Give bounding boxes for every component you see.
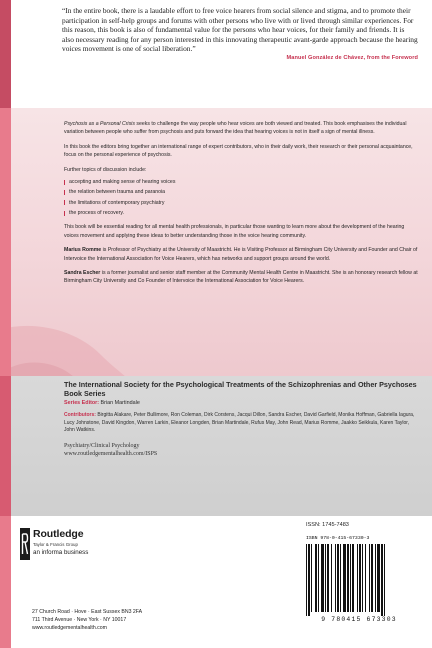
barcode-bar <box>350 544 351 612</box>
series-title: The International Society for the Psychological Treatments of the Schizophrenias and Other Psychoses Book Series <box>64 380 417 398</box>
barcode-bar <box>381 544 383 616</box>
category-text: Psychiatry/Clinical Psychology <box>64 442 140 449</box>
publisher-address <box>32 608 142 632</box>
series-editor-name: Brian Martindale <box>99 400 140 406</box>
quote-attribution: Manuel González de Chávez, from the Foreword <box>286 54 418 61</box>
book-title-inline: Psychosis as a Personal Crisis <box>64 121 135 127</box>
intro-text: seeks to challenge the way people who hear voices are both viewed and treated. This book emphasises the individual variation between people who suffer from psychosis and puts forward the idea that hearing voices is not in itself a sign of mental illness. <box>64 121 407 136</box>
barcode-bar <box>321 544 324 612</box>
bio-name: Marius Romme <box>64 247 102 254</box>
description-text <box>64 120 418 292</box>
list-item: the limitations of contemporary psychiatry <box>64 199 418 207</box>
barcode-bar <box>377 544 380 612</box>
barcode-bar <box>369 544 370 612</box>
barcode-bar <box>331 544 332 612</box>
barcode-digits: 9 780415 673303 <box>321 616 397 623</box>
barcode-bar <box>371 544 373 612</box>
issn-number: ISSN: 1745-7483 <box>306 522 349 528</box>
subject-category <box>64 442 420 458</box>
contributors-names: Birgitta Alakare, Peter Bullimore, Ron Coleman, Dirk Corstens, Jacqui Dillon, Sandra Escher, David Garfield, Monika Hoffman, Gabriella Iagura, Lucy Johnstone, David Kingdon, Warren Larkin, Eleanor Longden, Brian Martindale, Rufus May, John Read, Marius Romme, Jaakko Seikkula, Karen Taylor, John Watkins. <box>64 412 415 434</box>
audience-paragraph: This book will be essential reading for all mental health professionals, in particular those wanting to learn more about the development of the hearing voices movement and applying these ideas to better understanding those in the voice hearing community. <box>64 224 405 239</box>
contributors-list <box>64 412 420 435</box>
barcode-bar <box>375 544 376 612</box>
routledge-r-icon <box>20 528 30 560</box>
address-line: 27 Church Road · Hove · East Sussex BN3 2FA <box>32 609 143 615</box>
barcode-bar <box>337 544 339 612</box>
barcode-bar <box>347 544 349 612</box>
publisher-name: Routledge <box>33 528 84 540</box>
bio-escher <box>64 269 418 285</box>
publisher-tagline: an informa business <box>33 549 89 556</box>
barcode-bar <box>357 544 358 612</box>
series-url: www.routledgementalhealth.com/ISPS <box>64 450 158 457</box>
editors-paragraph: In this book the editors bring together an international range of expert contributors, who in their daily work, their research or their personal acquaintance, focus on the personal experience of psychosis. <box>64 143 413 159</box>
topics-lead: Further topics of discussion include: <box>64 166 147 173</box>
list-item: the relation between trauma and paranoia <box>64 188 418 196</box>
barcode-bar <box>352 544 354 612</box>
foreword-quote-box <box>0 0 432 108</box>
barcode-bar <box>340 544 341 612</box>
topics-list <box>64 178 418 217</box>
intro-paragraph <box>64 120 418 136</box>
barcode-bar <box>325 544 326 612</box>
series-editor-label: Series Editor: <box>64 400 100 406</box>
foreword-quote: “In the entire book, there is a laudable effort to free voice hearers from social silence and stigma, and to promote their participation in self-help groups and forums with other persons who live with or lived through similar experiences. For this reason, this book is also of fundamental value for the persons who hear voices, for their family and friends. It is also necessary reading for any person interested in this innovating therapeutic avant-garde approach because the hearing voices movement is one of social liberation.” <box>62 6 418 54</box>
barcode-bar <box>311 544 312 612</box>
barcode-bar <box>315 544 317 612</box>
list-item: the process of recovery. <box>64 209 418 217</box>
publisher-group: Taylor & Francis Group <box>33 542 78 547</box>
contributors-label: Contributors: <box>64 412 96 418</box>
barcode-bar <box>359 544 361 612</box>
barcode-bar <box>365 544 366 612</box>
barcode-bar <box>384 544 385 616</box>
address-line: 711 Third Avenue · New York · NY 10017 <box>32 617 127 623</box>
barcode-graphic <box>304 544 414 616</box>
bio-text: is a former journalist and senior staff member at the Community Mental Health Centre in Maastricht. She is an honorary research fellow at Birmingham City University and Co Founder of Intervoice the International Association for Voice Hearers. <box>64 270 418 285</box>
barcode-bar <box>335 544 336 612</box>
barcode-bar <box>306 544 307 616</box>
left-accent-strip-middle <box>0 376 11 516</box>
barcode-bar <box>343 544 346 612</box>
barcode-bar <box>318 544 319 612</box>
bio-name: Sandra Escher <box>64 270 101 277</box>
series-editor <box>64 400 420 406</box>
bio-text: is Professor of Psychiatry at the University of Maastricht. He is Visiting Professor at Birmingham City University and Founder and Chair of Intervoice the International Association for Voice Hearers, which has networks and support groups around the world. <box>64 247 418 262</box>
isbn-number: ISBN 978-0-415-67330-3 <box>306 536 370 541</box>
barcode-bar <box>362 544 363 612</box>
address-line: www.routledgementalhealth.com <box>32 625 107 631</box>
list-item: accepting and making sense of hearing voices <box>64 178 418 186</box>
bio-romme <box>64 246 418 262</box>
left-accent-strip-top <box>0 0 11 108</box>
barcode-bar <box>327 544 329 612</box>
series-info <box>64 380 420 458</box>
barcode-bar <box>308 544 310 616</box>
barcode-panel <box>300 534 418 630</box>
